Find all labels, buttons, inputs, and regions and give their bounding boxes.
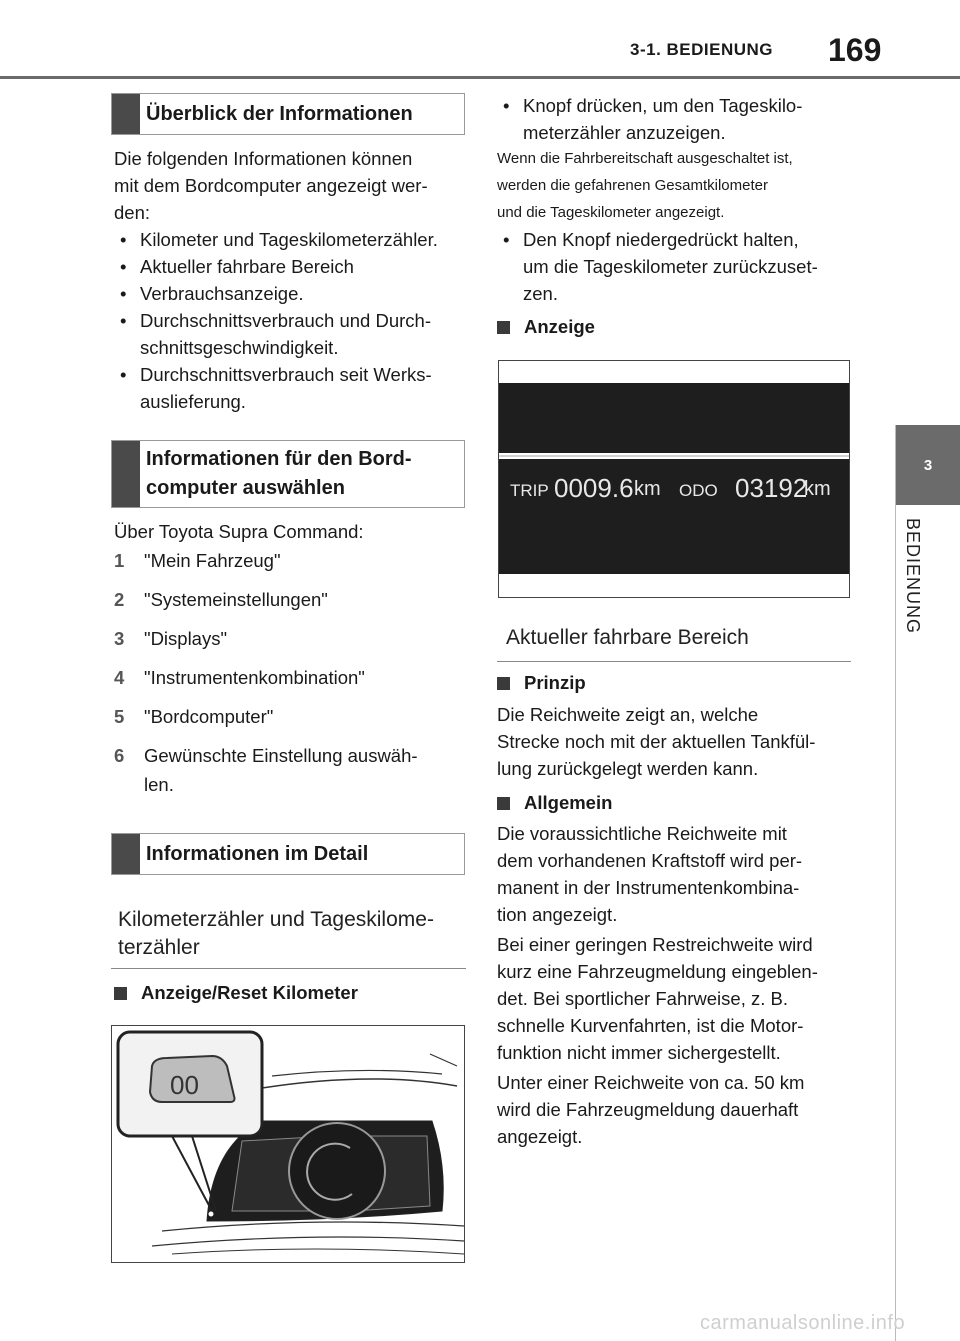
odo-value: 03192 — [735, 473, 808, 503]
heading-bar — [112, 441, 140, 507]
square-bullet-icon — [497, 797, 510, 810]
list-item: • Aktueller fahrbare Bereich — [114, 253, 464, 280]
subsection-prinzip: Prinzip — [497, 672, 586, 694]
step-item: 5 "Bordcomputer" — [114, 706, 274, 727]
heading-bar — [112, 94, 140, 134]
intro-line: Die folgenden Informationen können — [114, 148, 413, 169]
text-line: funktion nicht immer sichergestellt. — [497, 1042, 781, 1063]
heading-text: Informationen im Detail — [146, 842, 369, 865]
intro-line: mit dem Bordcomputer angezeigt wer- — [114, 175, 428, 196]
text-line: det. Bei sportlicher Fahrweise, z. B. — [497, 988, 788, 1009]
section-heading-detail — [111, 833, 465, 875]
text-line: angezeigt. — [497, 1126, 583, 1147]
header-rule — [0, 76, 960, 79]
trip-odo-display — [498, 360, 850, 598]
watermark: carmanualsonline.info — [700, 1312, 906, 1334]
note-line: werden die gefahrenen Gesamtkilometer — [497, 177, 768, 194]
text-line: wird die Fahrzeugmeldung dauerhaft — [497, 1099, 799, 1120]
odometer-button-illustration — [111, 1025, 465, 1263]
subheading-rule — [497, 661, 851, 662]
prinzip-paragraph — [497, 701, 857, 782]
trip-unit: km — [634, 478, 661, 500]
intro-paragraph — [114, 145, 464, 415]
trip-label: TRIP — [510, 481, 549, 500]
subheading-rule — [111, 968, 466, 969]
odo-unit: km — [804, 478, 831, 500]
side-tab-border — [895, 425, 896, 1341]
section-heading-select — [111, 440, 465, 508]
info-list — [114, 226, 464, 415]
page-number: 169 — [828, 32, 882, 68]
subheading-odometer: Kilometerzähler und Tageskilome- terzähler — [118, 908, 434, 959]
step-item: 2 "Systemeinstellungen" — [114, 589, 328, 610]
range-warning-paragraph — [497, 1069, 857, 1150]
list-item: • Den Knopf niedergedrückt halten, um die Tageskilometer zurückzuset- zen. — [497, 226, 857, 307]
heading-bar — [112, 834, 140, 874]
text-line: manent in der Instrumentenkombina- — [497, 877, 800, 898]
bullet-hold-button — [497, 226, 857, 307]
list-item: • Durchschnittsverbrauch seit Werks- auslieferung. — [114, 361, 464, 415]
command-intro: Über Toyota Supra Command: — [114, 521, 364, 542]
subsection-reset: Anzeige/Reset Kilometer — [114, 982, 358, 1004]
list-item: • Durchschnittsverbrauch und Durch- schnittsgeschwindigkeit. — [114, 307, 464, 361]
chapter-tab-label: BEDIENUNG — [903, 518, 923, 635]
step-item: 3 "Displays" — [114, 628, 228, 649]
trip-reset-button-label: 00 — [170, 1070, 199, 1100]
text-line: dem vorhandenen Kraftstoff wird per- — [497, 850, 803, 871]
allgemein-paragraph — [497, 820, 857, 928]
text-line: Die Reichweite zeigt an, welche — [497, 704, 759, 725]
text-line: Unter einer Reichweite von ca. 50 km — [497, 1072, 805, 1093]
intro-line: den: — [114, 202, 151, 223]
note-line: und die Tageskilometer angezeigt. — [497, 204, 725, 221]
subsection-anzeige: Anzeige — [497, 316, 595, 338]
heading-text: Informationen für den Bord- computer auswählen — [146, 448, 412, 499]
text-line: Die voraussichtliche Reichweite mit — [497, 823, 787, 844]
step-continuation: len. — [144, 774, 174, 795]
chapter-tab-number: 3 — [896, 425, 960, 505]
text-line: schnelle Kurvenfahrten, ist die Motor- — [497, 1015, 804, 1036]
text-line: tion angezeigt. — [497, 904, 618, 925]
square-bullet-icon — [497, 321, 510, 334]
display-upper-panel — [499, 383, 849, 453]
step-item: 1 "Mein Fahrzeug" — [114, 550, 281, 571]
list-item: • Kilometer und Tageskilometerzähler. — [114, 226, 464, 253]
note-line: Wenn die Fahrbereitschaft ausgeschaltet ist, — [497, 150, 793, 167]
subheading-range: Aktueller fahrbare Bereich — [506, 626, 749, 649]
square-bullet-icon — [497, 677, 510, 690]
display-separator — [499, 455, 849, 457]
list-item: • Knopf drücken, um den Tageskilo- meterzähler anzuzeigen. — [497, 92, 857, 146]
section-header: 3-1. BEDIENUNG — [630, 40, 774, 59]
bullet-press-button — [497, 92, 857, 146]
trip-value: 0009.6 — [554, 473, 634, 503]
step-item: 4 "Instrumentenkombination" — [114, 667, 365, 688]
text-line: Strecke noch mit der aktuellen Tankfül- — [497, 731, 816, 752]
instrument-cluster-drawing — [112, 1026, 464, 1262]
section-heading-overview — [111, 93, 465, 135]
low-range-paragraph — [497, 931, 857, 1066]
text-line: lung zurückgelegt werden kann. — [497, 758, 759, 779]
odo-label: ODO — [679, 481, 718, 500]
text-line: Bei einer geringen Restreichweite wird — [497, 934, 813, 955]
text-line: kurz eine Fahrzeugmeldung eingeblen- — [497, 961, 818, 982]
square-bullet-icon — [114, 987, 127, 1000]
heading-text: Überblick der Informationen — [146, 102, 413, 125]
note-paragraph — [497, 145, 857, 226]
list-item: • Verbrauchsanzeige. — [114, 280, 464, 307]
step-item: 6 Gewünschte Einstellung auswäh- — [114, 745, 418, 766]
subsection-allgemein: Allgemein — [497, 792, 612, 814]
